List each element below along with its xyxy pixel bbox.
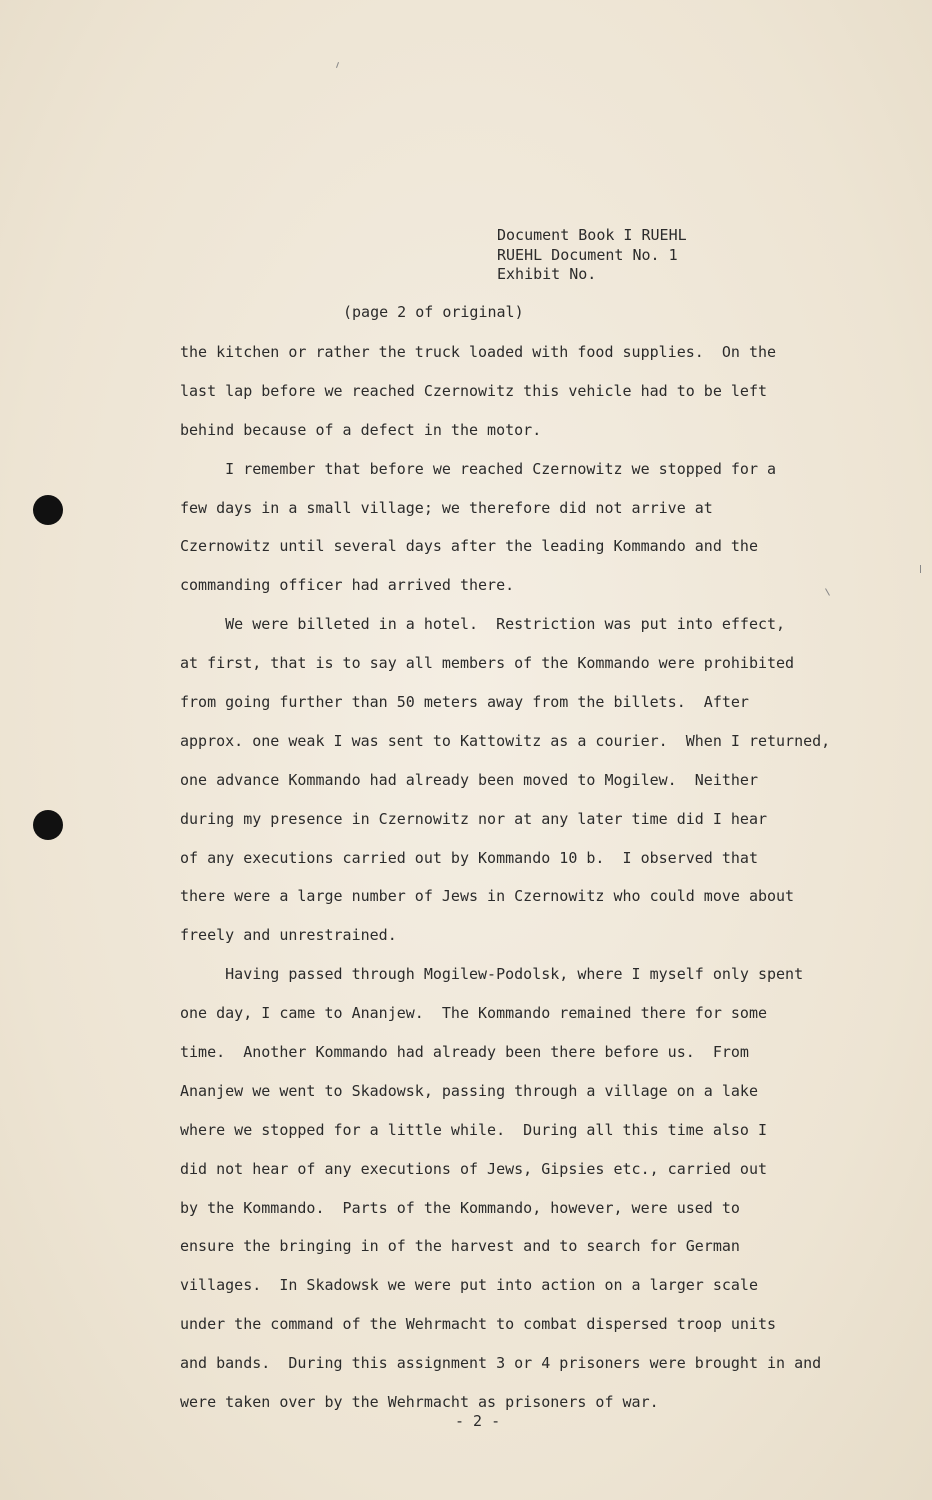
body-line: at first, that is to say all members of the Kommando were prohibited [180,654,795,673]
body-line: behind because of a defect in the motor. [180,420,542,439]
body-line: of any executions carried out by Kommando 10 b. I observed that [180,848,758,867]
stray-mark [920,565,921,573]
body-line: Ananjew we went to Skadowsk, passing through a village on a lake [180,1081,758,1100]
body-line: the kitchen or rather the truck loaded with food supplies. On the [180,343,777,361]
punch-hole [33,495,63,525]
body-line: ensure the bringing in of the harvest and to search for German [180,1237,740,1256]
document-body [180,339,870,1428]
original-page-reference: (page 2 of original) [343,303,524,321]
body-line: commanding officer had arrived there. [180,576,515,595]
body-line: I remember that before we reached Czernowitz we stopped for a [180,459,777,478]
body-line: last lap before we reached Czernowitz this vehicle had to be left [180,381,767,400]
body-line: one day, I came to Ananjew. The Kommando remained there for some [180,1004,767,1023]
punch-hole [33,810,63,840]
body-line: villages. In Skadowsk we were put into action on a larger scale [180,1276,758,1295]
body-line: one advance Kommando had already been moved to Mogilew. Neither [180,770,758,789]
body-line: under the command of the Wehrmacht to combat dispersed troop units [180,1315,777,1334]
stray-mark [336,62,339,68]
body-line: time. Another Kommando had already been there before us. From [180,1043,749,1062]
header-line-exhibit: Exhibit No. [497,265,597,283]
document-header [497,226,687,285]
body-line: few days in a small village; we therefore did not arrive at [180,498,713,517]
header-line-document-book: Document Book I RUEHL [497,226,687,244]
body-line: We were billeted in a hotel. Restriction was put into effect, [180,615,786,634]
body-line: Having passed through Mogilew-Podolsk, where I myself only spent [180,965,804,984]
header-line-document-number: RUEHL Document No. 1 [497,245,678,264]
page-number: - 2 - [455,1412,501,1430]
body-line: there were a large number of Jews in Czernowitz who could move about [180,887,795,906]
body-line: from going further than 50 meters away from the billets. After [180,693,749,712]
body-line: where we stopped for a little while. During all this time also I [180,1120,767,1139]
body-line: by the Kommando. Parts of the Kommando, however, were used to [180,1198,740,1217]
body-line: approx. one weak I was sent to Kattowitz as a courier. When I returned, [180,731,831,750]
body-line: were taken over by the Wehrmacht as prisoners of war. [180,1393,659,1412]
body-line: Czernowitz until several days after the leading Kommando and the [180,537,758,556]
body-line: and bands. During this assignment 3 or 4 prisoners were brought in and [180,1354,822,1373]
body-line: did not hear of any executions of Jews, Gipsies etc., carried out [180,1159,767,1178]
body-line: freely and unrestrained. [180,926,397,945]
body-line: during my presence in Czernowitz nor at any later time did I hear [180,809,767,828]
